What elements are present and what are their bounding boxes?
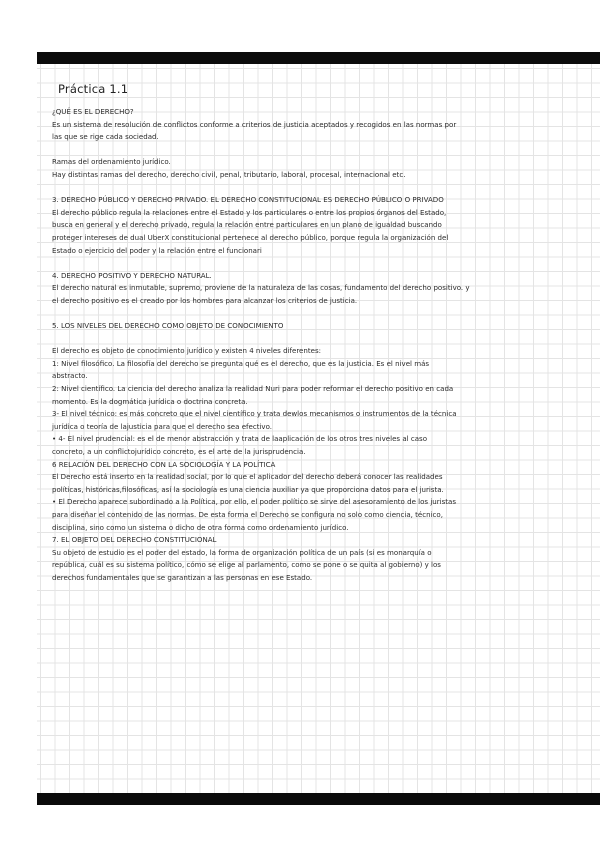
text-line: 3- El nivel técnico: es más concreto que el nivel científico y trata dewlos mecanismos o instrumentos de la técnica — [52, 409, 457, 419]
text-line: • 4- El nivel prudencial: es el de menor abstracción y trata de laaplicación de los otros tres niveles al caso — [52, 434, 428, 444]
text-line: El derecho es objeto de conocimiento jurídico y existen 4 niveles diferentes: — [52, 346, 322, 356]
text-line: Hay distintas ramas del derecho, derecho civil, penal, tributario, laboral, procesal, internacional etc. — [52, 169, 406, 179]
text-line: 7. EL OBJETO DEL DERECHO CONSTITUCIONAL — [52, 535, 217, 545]
text-line: El derecho natural es inmutable, supremo, proviene de la naturaleza de las cosas, fundamento del derecho positivo. y — [52, 283, 470, 293]
text-line: 5. LOS NIVELES DEL DERECHO COMO OBJETO DE CONOCIMIENTO — [52, 321, 284, 331]
text-line: 6 RELACIÓN DEL DERECHO CON LA SOCIOLOGÍA Y LA POLÍTICA — [52, 459, 276, 469]
top-black-bar — [37, 52, 600, 64]
text-line: derechos fundamentales que se garantizan a las personas en ese Estado. — [52, 572, 313, 582]
blank-line — [52, 333, 552, 346]
text-line: las que se rige cada sociedad. — [52, 132, 159, 142]
blank-line — [52, 308, 552, 321]
blank-line — [52, 182, 552, 195]
text-line: momento. Es la dogmática jurídica o doctrina concreta. — [52, 396, 248, 406]
text-line: república, cuál es su sistema político, cómo se elige al parlamento, como se pone o se quita al gobierno) y los — [52, 560, 441, 570]
blank-line — [52, 257, 552, 270]
text-line: Ramas del ordenamiento jurídico. — [52, 157, 171, 167]
text-line: jurídica o teoría de lajusticia para que el derecho sea efectivo. — [52, 421, 273, 431]
text-line: Es un sistema de resolución de conflictos conforme a criterios de justicia aceptados y recogidos en las normas por — [52, 119, 457, 129]
page-title: Práctica 1.1 — [58, 82, 129, 96]
text-line: 3. DERECHO PÚBLICO Y DERECHO PRIVADO. EL DERECHO CONSTITUCIONAL ES DERECHO PÚBLICO O PRIVADO — [52, 195, 444, 205]
text-line: 2: Nivel científico. La ciencia del derecho analiza la realidad Nuri para poder reformar el derecho positivo en cada — [52, 384, 454, 394]
text-line: El derecho público regula la relaciones entre el Estado y los particulares o entre los propios órganos del Estado, — [52, 207, 447, 217]
text-line: para diseñar el contenido de las normas. De esta forma el Derecho se configura no solo como ciencia, técnico, — [52, 510, 443, 519]
text-line: • El Derecho aparece subordinado a la Política, por ello, el poder político se sirve del asesoramiento de los juristas — [52, 497, 457, 507]
text-line: Su objeto de estudio es el poder del estado, la forma de organización política de un país (si es monarquía o — [52, 547, 432, 557]
text-line: concreto, a un conflictojurídico concreto, es el arte de la jurisprudencia. — [52, 447, 306, 457]
text-line: disciplina, sino como un sistema o dicho de otra forma como ordenamiento jurídico. — [52, 522, 349, 532]
bottom-black-bar — [37, 793, 600, 805]
text-line: busca en general y el derecho privado, regula la relación entre particulares en un plano de igualdad buscando — [52, 220, 442, 230]
text-line: abstracto. — [52, 371, 88, 381]
document-body — [52, 106, 552, 585]
document-content — [52, 82, 552, 585]
text-line: políticas, históricas,filosóficas, así la sociología es una ciencia auxiliar ya que proporciona datos para el jurista. — [52, 484, 444, 494]
blank-line — [52, 144, 552, 157]
text-line: 1: Nivel filosófico. La filosofía del derecho se pregunta qué es el derecho, que es la justicia. Es el nivel más — [52, 358, 430, 368]
text-line: ¿QUÉ ES EL DERECHO? — [52, 107, 134, 116]
text-line: 4. DERECHO POSITIVO Y DERECHO NATURAL. — [52, 270, 212, 280]
text-line: El Derecho está inserto en la realidad social, por lo que el aplicador del derecho deberá conocer las realidades — [52, 472, 443, 482]
text-line: Estado o ejercicio del poder y la relación entre el funcionari — [52, 245, 262, 255]
text-line: proteger intereses de dual UberX constitucional pertenece al derecho público, porque regula la organización del — [52, 232, 449, 242]
text-line: el derecho positivo es el creado por los hombres para alcanzar los criterios de justicia. — [52, 295, 358, 305]
